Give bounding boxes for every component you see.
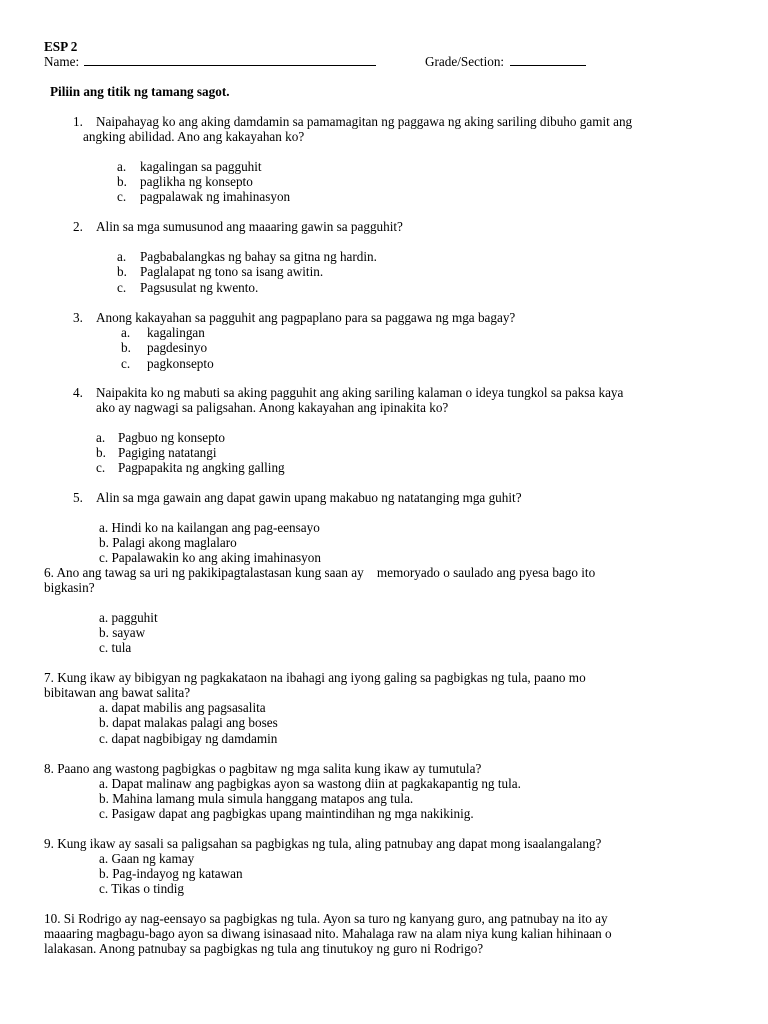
option-c[interactable]: c. dapat nagbibigay ng damdamin [99,731,278,746]
option-b[interactable]: b. Palagi akong maglalaro [99,535,237,550]
grade-section-blank-line[interactable] [510,54,586,66]
instructions: Piliin ang titik ng tamang sagot. [50,84,230,99]
name-label: Name: [44,54,80,69]
option-a[interactable]: a. kagalingan sa pagguhit [117,159,262,174]
question-text: 6. Ano ang tawag sa uri ng pakikipagtalastasan kung saan ay memoryado o saulado ang pyesa bago ito [44,565,596,580]
question-text-cont: angking abilidad. Ano ang kakayahan ko? [83,129,305,144]
option-b[interactable]: b. Pag-indayog ng katawan [99,866,243,881]
name-field[interactable] [44,54,376,69]
question-number: 4. [73,385,83,400]
option-c[interactable]: c. Papalawakin ko ang aking imahinasyon [99,550,321,565]
option-c[interactable]: c. pagpalawak ng imahinasyon [117,189,291,204]
option-c[interactable]: c. Pagsusulat ng kwento. [117,280,259,295]
option-a[interactable]: a. Dapat malinaw ang pagbigkas ayon sa wastong diin at pagkakapantig ng tula. [99,776,521,791]
question-number: 1. [73,114,83,129]
question-number: 2. [73,219,83,234]
question-text: Alin sa mga sumusunod ang maaaring gawin sa pagguhit? [96,219,403,234]
option-a[interactable]: a. Pagbabalangkas ng bahay sa gitna ng hardin. [117,249,377,264]
grade-section-label: Grade/Section: [425,54,505,69]
subject-title: ESP 2 [44,39,78,54]
question-text: Naipakita ko ng mabuti sa aking pagguhit ang aking sariling kalaman o ideya tungkol sa paksa kaya [96,385,624,400]
option-c[interactable]: c. tula [99,640,132,655]
option-a[interactable]: a. kagalingan [121,325,205,340]
question-text: 8. Paano ang wastong pagbigkas o pagbitaw ng mga salita kung ikaw ay tumutula? [44,761,482,776]
question-number: 5. [73,490,83,505]
option-c[interactable]: c. pagkonsepto [121,356,214,371]
option-a[interactable]: a. Gaan ng kamay [99,851,195,866]
option-c[interactable]: c. Pasigaw dapat ang pagbigkas upang maintindihan ng mga nakikinig. [99,806,474,821]
option-b[interactable]: b. pagdesinyo [121,340,208,355]
question-text: 10. Si Rodrigo ay nag-eensayo sa pagbigkas ng tula. Ayon sa turo ng kanyang guro, ang patnubay na ito ay [44,911,608,926]
option-c[interactable]: c. Pagpapakita ng angking galling [96,460,285,475]
option-a[interactable]: a. dapat mabilis ang pagsasalita [99,700,266,715]
option-b[interactable]: b. paglikha ng konsepto [117,174,253,189]
question-text-cont: maaaring magbagu-bago ayon sa diwang isinasaad nito. Mahalaga raw na alam niya kung kalian hihinaan o [44,926,612,941]
option-b[interactable]: b. Pagiging natatangi [96,445,217,460]
question-text: 7. Kung ikaw ay bibigyan ng pagkakataon na ibahagi ang iyong galing sa pagbigkas ng tula, paano mo [44,670,586,685]
question-number: 3. [73,310,83,325]
question-text: Alin sa mga gawain ang dapat gawin upang makabuo ng natatanging mga guhit? [96,490,522,505]
question-text-cont: lalakasan. Anong patnubay sa pagbigkas ng tula ang tinutukoy ng guro ni Rodrigo? [44,941,484,956]
question-text: 9. Kung ikaw ay sasali sa paligsahan sa pagbigkas ng tula, aling patnubay ang dapat mong isaalangalang? [44,836,602,851]
question-text: Anong kakayahan sa pagguhit ang pagpaplano para sa paggawa ng mga bagay? [96,310,516,325]
option-a[interactable]: a. Pagbuo ng konsepto [96,430,225,445]
option-a[interactable]: a. Hindi ko na kailangan ang pag-eensayo [99,520,320,535]
question-text-cont: bibitawan ang bawat salita? [44,685,191,700]
question-text-cont: ako ay nagwagi sa paligsahan. Anong kakayahan ang ipinakita ko? [96,400,449,415]
option-a[interactable]: a. pagguhit [99,610,158,625]
option-b[interactable]: b. Paglalapat ng tono sa isang awitin. [117,264,324,279]
question-text-cont: bigkasin? [44,580,95,595]
grade-section-field[interactable] [425,54,586,69]
name-blank-line[interactable] [84,54,376,66]
option-b[interactable]: b. dapat malakas palagi ang boses [99,715,278,730]
option-b[interactable]: b. sayaw [99,625,146,640]
option-c[interactable]: c. Tikas o tindig [99,881,185,896]
option-b[interactable]: b. Mahina lamang mula simula hanggang matapos ang tula. [99,791,414,806]
question-text: Naipahayag ko ang aking damdamin sa pamamagitan ng paggawa ng aking sariling dibuho gamit ang [96,114,633,129]
